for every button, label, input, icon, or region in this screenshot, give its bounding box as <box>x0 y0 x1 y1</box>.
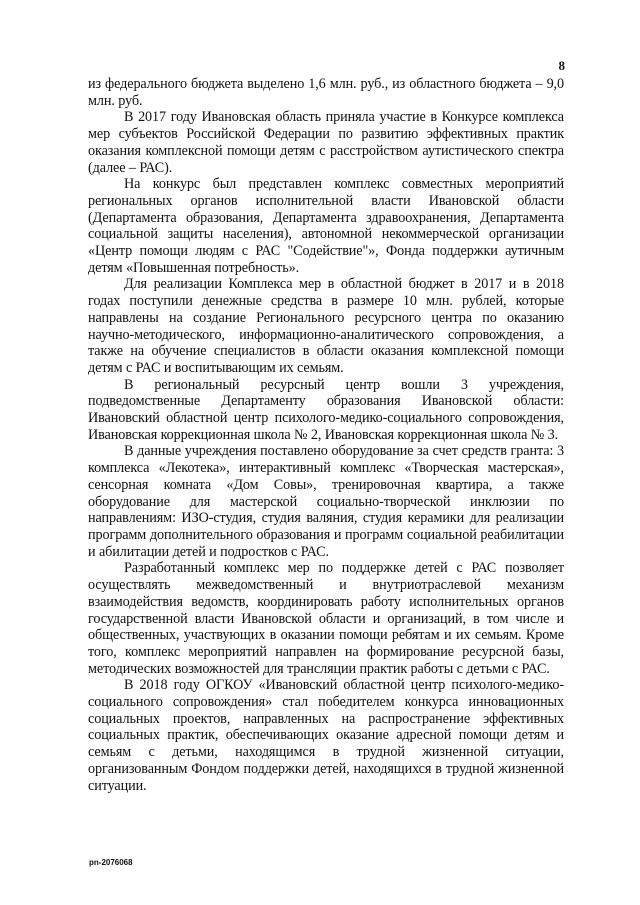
paragraph-4: Для реализации Комплекса мер в областной бюджет в 2017 и в 2018 годах поступили денежные средства в размере 10 млн. рублей, которые направлены на создание Регионального ресурсного центра по оказанию научно-методического, информационно-аналитического сопровождения, а также на обучение специалистов в области оказания комплексной помощи детям с РАС и воспитывающим их семьям. <box>88 276 564 376</box>
paragraph-8: В 2018 году ОГКОУ «Ивановский областной центр психолого-медико-социального сопровождения» стал победителем конкурса инновационных социальных проектов, направленных на распространение эффективных социальных практик, обеспечивающих оказание адресной помощи детям и семьям с детьми, находящимся в трудной жизненной ситуации, организованным Фондом поддержки детей, находящихся в трудной жизненной ситуации. <box>88 677 564 794</box>
document-body <box>88 76 564 794</box>
paragraph-7: Разработанный комплекс мер по поддержке детей с РАС позволяет осуществлять межведомственный и внутриотраслевой механизм взаимодействия ведомств, координировать работу исполнительных органов государственной власти Ивановской области и организаций, в том числе и общественных, участвующих в оказании помощи ребятам и их семьям. Кроме того, комплекс мероприятий направлен на формирование ресурсной базы, методических возможностей для трансляции практик работы с детьми с РАС. <box>88 560 564 677</box>
paragraph-6: В данные учреждения поставлено оборудование за счет средств гранта: 3 комплекса «Лекотека», интерактивный комплекс «Творческая мастерская», сенсорная комната «Дом Совы», тренировочная квартира, а также оборудование для мастерской социально-творческой инклюзии по направлениям: ИЗО-студия, студия валяния, студия керамики для реализации программ дополнительного образования и программ социальной реабилитации и абилитации детей и подростков с РАС. <box>88 443 564 560</box>
page-number: 8 <box>558 58 565 73</box>
paragraph-3: На конкурс был представлен комплекс совместных мероприятий региональных органов исполнительной власти Ивановской области (Департамента образования, Департамента здравоохранения, Департамента социальной защиты населения), автономной некоммерческой организации «Центр помощи людям с РАС "Содействие"», Фонда поддержки аутичным детям «Повышенная потребность». <box>88 176 564 276</box>
paragraph-2: В 2017 году Ивановская область приняла участие в Конкурсе комплекса мер субъектов Российской Федерации по развитию эффективных практик оказания комплексной помощи детям с расстройством аутистического спектра (далее – РАС). <box>88 109 564 176</box>
paragraph-5: В региональный ресурсный центр вошли 3 учреждения, подведомственные Департаменту образования Ивановской области: Ивановский областной центр психолого-медико-социального сопровождения, Ивановская коррекционная школа № 2, Ивановская коррекционная школа № 3. <box>88 376 564 443</box>
document-code: pn-2076068 <box>89 858 133 867</box>
paragraph-1: из федерального бюджета выделено 1,6 млн. руб., из областного бюджета – 9,0 млн. руб. <box>88 76 564 109</box>
